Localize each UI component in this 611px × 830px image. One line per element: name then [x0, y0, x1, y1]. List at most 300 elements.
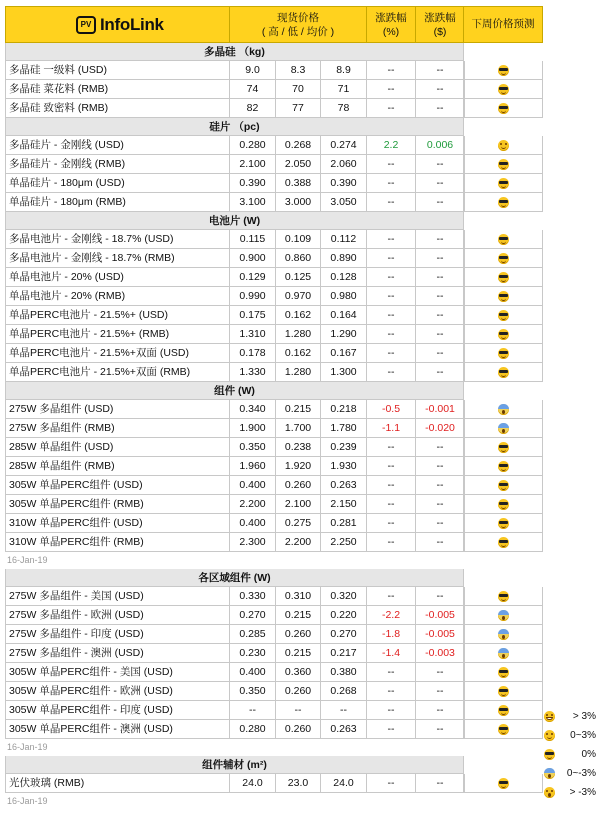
price-avg: 0.320 — [320, 587, 366, 606]
product-name: 单晶PERC电池片 - 21.5%+双面 (USD) — [5, 344, 229, 363]
price-low: 1.280 — [275, 325, 320, 344]
section-header: 多晶硅 （kg) — [5, 43, 464, 61]
price-low: 0.215 — [275, 644, 320, 663]
forecast-cell — [463, 268, 543, 287]
scream-face-icon — [498, 423, 509, 434]
forecast-cell — [463, 682, 543, 701]
price-avg: 78 — [320, 99, 366, 118]
price-high: 1.310 — [229, 325, 275, 344]
forecast-cell — [463, 249, 543, 268]
price-avg: 0.167 — [320, 344, 366, 363]
price-high: 74 — [229, 80, 275, 99]
section-header: 电池片 (W) — [5, 212, 464, 230]
change-abs: -- — [415, 476, 465, 495]
forecast-cell — [463, 606, 543, 625]
scream-face-icon — [544, 768, 555, 779]
price-low: 77 — [275, 99, 320, 118]
change-abs: -- — [415, 682, 465, 701]
cool-face-icon — [498, 537, 509, 548]
price-avg: 2.150 — [320, 495, 366, 514]
price-high: 82 — [229, 99, 275, 118]
logo-cell — [6, 7, 229, 42]
change-abs: -- — [415, 249, 465, 268]
forecast-cell — [463, 720, 543, 739]
table-row — [5, 80, 465, 99]
product-name: 光伏玻璃 (RMB) — [5, 774, 229, 793]
price-avg: 0.380 — [320, 663, 366, 682]
change-pct: -- — [366, 682, 415, 701]
change-abs: -- — [415, 587, 465, 606]
table-row — [5, 419, 465, 438]
forecast-cell — [463, 495, 543, 514]
product-name: 多晶硅 一级料 (USD) — [5, 61, 229, 80]
price-low: 1.700 — [275, 419, 320, 438]
product-name: 305W 单晶PERC组件 (RMB) — [5, 495, 229, 514]
forecast-cell — [463, 325, 543, 344]
price-low: -- — [275, 701, 320, 720]
table-row — [5, 325, 465, 344]
product-name: 305W 单晶PERC组件 - 印度 (USD) — [5, 701, 229, 720]
cool-face-icon — [498, 310, 509, 321]
legend-item — [540, 748, 610, 762]
change-pct: -- — [366, 663, 415, 682]
table-row — [5, 701, 465, 720]
legend-label: > -3% — [569, 787, 596, 798]
price-avg: 0.890 — [320, 249, 366, 268]
change-abs: -- — [415, 80, 465, 99]
table-row — [5, 155, 465, 174]
section-header: 组件辅材 (m²) — [5, 756, 464, 774]
change-abs: -- — [415, 325, 465, 344]
price-high: 0.350 — [229, 682, 275, 701]
change-pct: -- — [366, 457, 415, 476]
change-pct: -- — [366, 533, 415, 552]
price-high: 0.280 — [229, 136, 275, 155]
table-row — [5, 682, 465, 701]
change-abs: -- — [415, 287, 465, 306]
product-name: 275W 多晶组件 (RMB) — [5, 419, 229, 438]
forecast-cell — [463, 61, 543, 80]
forecast-cell — [463, 136, 543, 155]
price-low: 0.860 — [275, 249, 320, 268]
price-high: 0.330 — [229, 587, 275, 606]
scream-face-icon — [498, 629, 509, 640]
forecast-cell — [463, 230, 543, 249]
change-pct: -- — [366, 249, 415, 268]
cool-face-icon — [498, 518, 509, 529]
change-abs: -0.005 — [415, 606, 465, 625]
table-row — [5, 306, 465, 325]
product-name: 多晶硅 菜花料 (RMB) — [5, 80, 229, 99]
forecast-cell — [463, 514, 543, 533]
forecast-cell — [463, 155, 543, 174]
price-low: 0.260 — [275, 682, 320, 701]
price-low: 0.238 — [275, 438, 320, 457]
price-low: 0.260 — [275, 625, 320, 644]
change-pct: -- — [366, 80, 415, 99]
change-pct: -- — [366, 325, 415, 344]
price-avg: 0.218 — [320, 400, 366, 419]
price-high: 0.340 — [229, 400, 275, 419]
product-name: 多晶电池片 - 金刚线 - 18.7% (USD) — [5, 230, 229, 249]
price-high: 0.178 — [229, 344, 275, 363]
change-pct: -- — [366, 344, 415, 363]
product-name: 275W 多晶组件 - 印度 (USD) — [5, 625, 229, 644]
price-avg: 0.274 — [320, 136, 366, 155]
price-avg: 0.112 — [320, 230, 366, 249]
cool-face-icon — [498, 272, 509, 283]
table-row — [5, 400, 465, 419]
infolink-logo — [76, 15, 164, 35]
change-pct: -- — [366, 230, 415, 249]
table-row — [5, 136, 465, 155]
change-pct: -- — [366, 495, 415, 514]
price-low: 0.970 — [275, 287, 320, 306]
product-name: 单晶电池片 - 20% (USD) — [5, 268, 229, 287]
price-low: 2.100 — [275, 495, 320, 514]
change-abs: -- — [415, 230, 465, 249]
price-low: 8.3 — [275, 61, 320, 80]
product-name: 单晶PERC电池片 - 21.5%+双面 (RMB) — [5, 363, 229, 382]
table-row — [5, 606, 465, 625]
price-avg: 0.270 — [320, 625, 366, 644]
cool-face-icon — [498, 197, 509, 208]
price-low: 0.215 — [275, 606, 320, 625]
product-name: 单晶PERC电池片 - 21.5%+ (RMB) — [5, 325, 229, 344]
price-avg: 0.239 — [320, 438, 366, 457]
cool-face-icon — [498, 253, 509, 264]
price-avg: 1.300 — [320, 363, 366, 382]
price-low: 0.360 — [275, 663, 320, 682]
price-low: 2.200 — [275, 533, 320, 552]
price-avg: 0.220 — [320, 606, 366, 625]
cool-face-icon — [498, 178, 509, 189]
cool-face-icon — [498, 480, 509, 491]
change-abs: -- — [415, 701, 465, 720]
price-high: 0.390 — [229, 174, 275, 193]
cool-face-icon — [498, 667, 509, 678]
product-name: 多晶硅 致密料 (RMB) — [5, 99, 229, 118]
product-name: 275W 多晶组件 (USD) — [5, 400, 229, 419]
date-label: 16-Jan-19 — [7, 742, 48, 752]
forecast-cell — [463, 625, 543, 644]
price-low: 1.920 — [275, 457, 320, 476]
price-high: 0.270 — [229, 606, 275, 625]
price-low: 0.260 — [275, 720, 320, 739]
product-name: 275W 多晶组件 - 澳洲 (USD) — [5, 644, 229, 663]
change-abs: -- — [415, 495, 465, 514]
price-avg: 3.050 — [320, 193, 366, 212]
cool-face-icon — [498, 84, 509, 95]
price-avg: 0.128 — [320, 268, 366, 287]
product-name: 多晶硅片 - 金刚线 (USD) — [5, 136, 229, 155]
price-avg: 1.780 — [320, 419, 366, 438]
change-pct: -- — [366, 155, 415, 174]
change-pct: -- — [366, 193, 415, 212]
product-name: 单晶硅片 - 180μm (RMB) — [5, 193, 229, 212]
change-abs: -- — [415, 61, 465, 80]
price-high: 0.115 — [229, 230, 275, 249]
change-pct: -1.1 — [366, 419, 415, 438]
cool-face-icon — [498, 705, 509, 716]
table-row — [5, 774, 465, 793]
forecast-cell — [463, 193, 543, 212]
cool-face-icon — [498, 591, 509, 602]
forecast-cell — [463, 400, 543, 419]
price-low: 23.0 — [275, 774, 320, 793]
price-high: 1.960 — [229, 457, 275, 476]
change-pct: 2.2 — [366, 136, 415, 155]
price-high: 1.900 — [229, 419, 275, 438]
table-row — [5, 533, 465, 552]
price-low: 0.275 — [275, 514, 320, 533]
price-avg: 0.263 — [320, 720, 366, 739]
change-pct: -- — [366, 363, 415, 382]
forecast-cell — [463, 476, 543, 495]
table-row — [5, 644, 465, 663]
product-name: 285W 单晶组件 (USD) — [5, 438, 229, 457]
table-row — [5, 249, 465, 268]
price-avg: 8.9 — [320, 61, 366, 80]
price-avg: -- — [320, 701, 366, 720]
price-high: 0.400 — [229, 663, 275, 682]
product-name: 305W 单晶PERC组件 - 欧洲 (USD) — [5, 682, 229, 701]
price-avg: 0.980 — [320, 287, 366, 306]
price-low: 0.162 — [275, 306, 320, 325]
change-abs: -0.020 — [415, 419, 465, 438]
scream-face-icon — [498, 648, 509, 659]
table-row — [5, 438, 465, 457]
change-abs: -- — [415, 306, 465, 325]
price-avg: 0.164 — [320, 306, 366, 325]
product-name: 单晶电池片 - 20% (RMB) — [5, 287, 229, 306]
forecast-cell — [463, 663, 543, 682]
change-pct-header — [366, 7, 415, 42]
change-abs: -- — [415, 174, 465, 193]
change-abs: -- — [415, 774, 465, 793]
change-abs: -- — [415, 514, 465, 533]
change-abs: -- — [415, 363, 465, 382]
cool-face-icon — [498, 329, 509, 340]
shock-face-icon — [544, 787, 555, 798]
date-label: 16-Jan-19 — [7, 555, 48, 565]
change-abs-header-line1: 涨跌幅 — [424, 12, 456, 24]
price-avg: 0.390 — [320, 174, 366, 193]
table-row — [5, 193, 465, 212]
forecast-cell — [463, 587, 543, 606]
product-name: 275W 多晶组件 - 欧洲 (USD) — [5, 606, 229, 625]
price-avg: 0.268 — [320, 682, 366, 701]
price-high: 0.400 — [229, 476, 275, 495]
cool-face-icon — [498, 234, 509, 245]
price-high: 2.100 — [229, 155, 275, 174]
price-header-line1: 现货价格 — [277, 12, 319, 24]
forecast-cell — [463, 533, 543, 552]
price-avg: 1.290 — [320, 325, 366, 344]
table-row — [5, 476, 465, 495]
price-high: -- — [229, 701, 275, 720]
table-row — [5, 174, 465, 193]
cool-face-icon — [498, 65, 509, 76]
price-high: 3.100 — [229, 193, 275, 212]
change-pct-header-line1: 涨跌幅 — [375, 12, 407, 24]
forecast-cell — [463, 99, 543, 118]
table-row — [5, 625, 465, 644]
change-pct: -- — [366, 306, 415, 325]
cool-face-icon — [498, 348, 509, 359]
cool-face-icon — [498, 778, 509, 789]
product-name: 多晶电池片 - 金刚线 - 18.7% (RMB) — [5, 249, 229, 268]
change-pct: -- — [366, 268, 415, 287]
table-row — [5, 720, 465, 739]
forecast-cell — [463, 774, 543, 793]
change-abs: -- — [415, 457, 465, 476]
change-abs-header — [415, 7, 464, 42]
change-pct: -- — [366, 438, 415, 457]
change-pct: -- — [366, 514, 415, 533]
change-pct: -1.4 — [366, 644, 415, 663]
price-high: 2.200 — [229, 495, 275, 514]
price-avg: 24.0 — [320, 774, 366, 793]
price-high: 0.230 — [229, 644, 275, 663]
change-abs: -- — [415, 720, 465, 739]
price-header-line2: ( 高 / 低 / 均价 ) — [261, 26, 335, 38]
section-header: 硅片 （pc) — [5, 118, 464, 136]
cool-face-icon — [498, 686, 509, 697]
table-row — [5, 495, 465, 514]
change-abs: -- — [415, 533, 465, 552]
price-low: 3.000 — [275, 193, 320, 212]
cool-face-icon — [498, 159, 509, 170]
logo-text: InfoLink — [100, 15, 164, 34]
cool-face-icon — [544, 749, 555, 760]
product-name: 单晶硅片 - 180μm (USD) — [5, 174, 229, 193]
price-low: 0.310 — [275, 587, 320, 606]
product-name: 单晶PERC电池片 - 21.5%+ (USD) — [5, 306, 229, 325]
cool-face-icon — [498, 724, 509, 735]
price-avg: 1.930 — [320, 457, 366, 476]
table-row — [5, 344, 465, 363]
price-high: 9.0 — [229, 61, 275, 80]
grin-face-icon — [544, 711, 555, 722]
change-abs: -- — [415, 155, 465, 174]
price-avg: 2.250 — [320, 533, 366, 552]
table-row — [5, 230, 465, 249]
legend-item — [540, 767, 610, 781]
date-label: 16-Jan-19 — [7, 796, 48, 806]
legend-label: 0~-3% — [566, 768, 596, 779]
price-low: 0.268 — [275, 136, 320, 155]
section-header: 组件 (W) — [5, 382, 464, 400]
change-pct: -- — [366, 174, 415, 193]
table-row — [5, 663, 465, 682]
forecast-cell — [463, 457, 543, 476]
scream-face-icon — [498, 610, 509, 621]
change-abs: -- — [415, 268, 465, 287]
price-high: 24.0 — [229, 774, 275, 793]
smile-face-icon — [498, 140, 509, 151]
table-row — [5, 287, 465, 306]
price-high: 0.285 — [229, 625, 275, 644]
forecast-cell — [463, 306, 543, 325]
cool-face-icon — [498, 367, 509, 378]
scream-face-icon — [498, 404, 509, 415]
section-header: 各区域组件 (W) — [5, 569, 464, 587]
price-high: 0.990 — [229, 287, 275, 306]
legend-label: 0~3% — [570, 730, 596, 741]
price-avg: 0.263 — [320, 476, 366, 495]
price-high: 2.300 — [229, 533, 275, 552]
product-name: 310W 单晶PERC组件 (RMB) — [5, 533, 229, 552]
product-name: 305W 单晶PERC组件 - 澳洲 (USD) — [5, 720, 229, 739]
change-pct: -- — [366, 61, 415, 80]
table-row — [5, 587, 465, 606]
change-pct: -- — [366, 720, 415, 739]
price-low: 70 — [275, 80, 320, 99]
cool-face-icon — [498, 103, 509, 114]
change-pct: -1.8 — [366, 625, 415, 644]
forecast-cell — [463, 438, 543, 457]
change-abs: -- — [415, 99, 465, 118]
change-pct: -- — [366, 476, 415, 495]
change-abs: -- — [415, 344, 465, 363]
price-avg: 0.281 — [320, 514, 366, 533]
cool-face-icon — [498, 499, 509, 510]
price-low: 0.215 — [275, 400, 320, 419]
change-pct: -2.2 — [366, 606, 415, 625]
price-low: 0.109 — [275, 230, 320, 249]
logo-badge: PV — [76, 16, 96, 34]
change-abs: -0.001 — [415, 400, 465, 419]
product-name: 275W 多晶组件 - 美国 (USD) — [5, 587, 229, 606]
price-high: 0.280 — [229, 720, 275, 739]
smile-face-icon — [544, 730, 555, 741]
change-pct: -- — [366, 99, 415, 118]
change-abs: -- — [415, 663, 465, 682]
change-abs-header-line2: ($) — [433, 26, 447, 38]
forecast-cell — [463, 287, 543, 306]
forecast-header: 下周价格预测 — [463, 6, 543, 43]
cool-face-icon — [498, 461, 509, 472]
price-low: 0.260 — [275, 476, 320, 495]
price-high: 0.129 — [229, 268, 275, 287]
change-pct: -- — [366, 701, 415, 720]
forecast-cell — [463, 363, 543, 382]
legend-item — [540, 729, 610, 743]
price-header — [229, 7, 366, 42]
table-row — [5, 61, 465, 80]
price-avg: 0.217 — [320, 644, 366, 663]
change-abs: -0.003 — [415, 644, 465, 663]
table-row — [5, 514, 465, 533]
legend-item — [540, 710, 610, 724]
change-pct: -0.5 — [366, 400, 415, 419]
price-avg: 2.060 — [320, 155, 366, 174]
price-low: 0.125 — [275, 268, 320, 287]
cool-face-icon — [498, 291, 509, 302]
price-low: 0.388 — [275, 174, 320, 193]
table-header — [5, 6, 465, 43]
price-low: 2.050 — [275, 155, 320, 174]
forecast-cell — [463, 344, 543, 363]
table-row — [5, 457, 465, 476]
price-high: 0.175 — [229, 306, 275, 325]
price-high: 0.400 — [229, 514, 275, 533]
price-high: 1.330 — [229, 363, 275, 382]
change-pct: -- — [366, 774, 415, 793]
change-pct: -- — [366, 287, 415, 306]
forecast-cell — [463, 701, 543, 720]
